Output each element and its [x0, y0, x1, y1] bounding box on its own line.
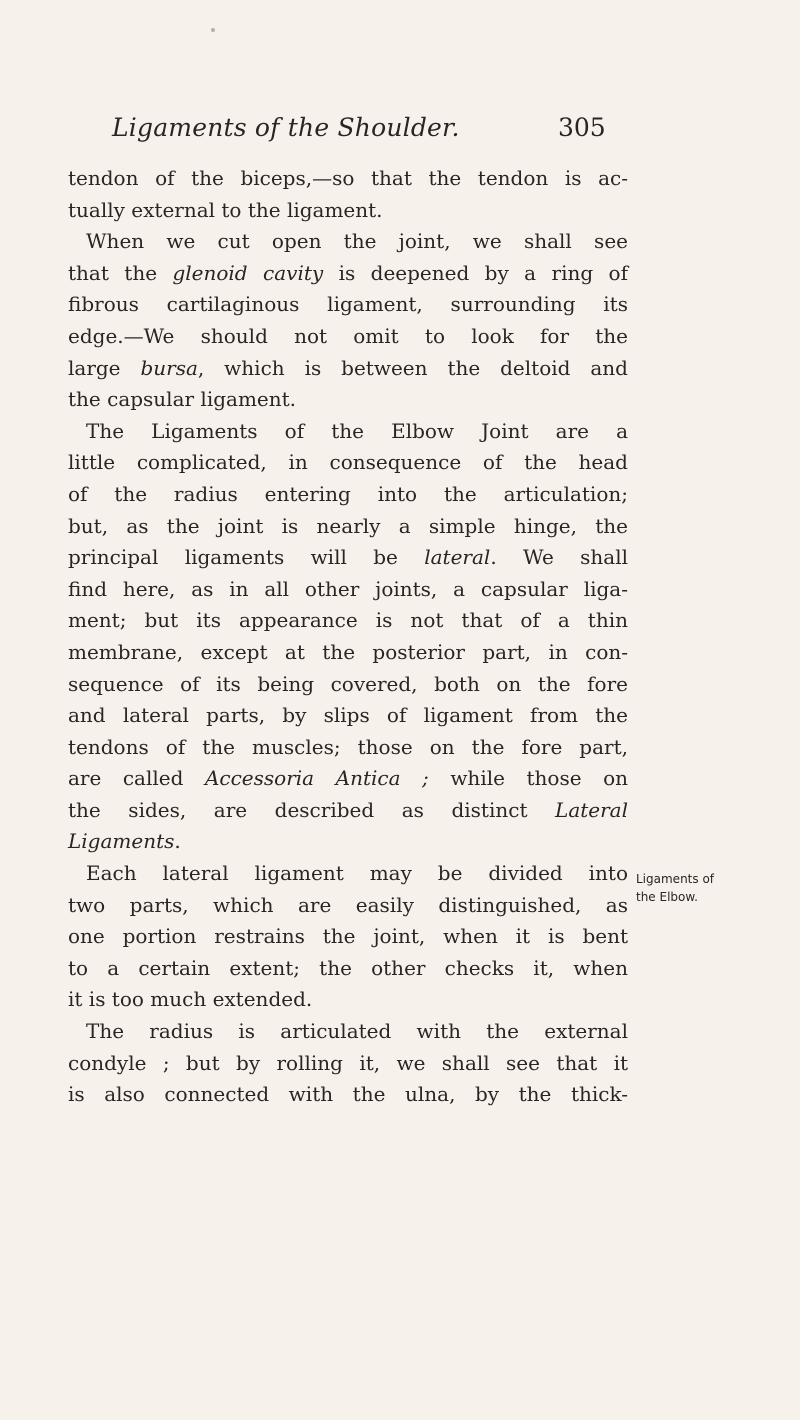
text-line: but, as the joint is nearly a simple hinge, the	[68, 513, 628, 538]
text-line: and lateral parts, by slips of ligament from the	[68, 703, 628, 728]
text-line: fibrous cartilaginous ligament, surrounding its	[68, 292, 628, 317]
text-line: large bursa, which is between the deltoid and	[68, 355, 628, 380]
running-title: Ligaments of the Shoulder.	[112, 113, 460, 142]
italic-term: Accessoria Antica ;	[204, 766, 429, 791]
text-line: edge.—We should not omit to look for the	[68, 323, 628, 348]
text-line: the capsular ligament.	[68, 387, 297, 412]
text-line: find here, as in all other joints, a capsular liga-	[68, 576, 628, 601]
margin-note-line: Ligaments of	[636, 872, 715, 886]
text-line: Each lateral ligament may be divided into	[86, 861, 628, 886]
text-line: are called Accessoria Antica ; while those on	[68, 766, 628, 791]
italic-term: Ligaments	[68, 829, 175, 854]
italic-term: lateral	[424, 545, 491, 570]
text-line: The Ligaments of the Elbow Joint are a	[86, 418, 628, 443]
text-line: tually external to the ligament.	[68, 197, 383, 222]
text-line: When we cut open the joint, we shall see	[86, 229, 628, 254]
text-line: condyle ; but by rolling it, we shall see that it	[68, 1050, 628, 1075]
text-line: two parts, which are easily distinguished, as	[68, 892, 628, 917]
text-line: is also connected with the ulna, by the thick-	[68, 1082, 628, 1107]
margin-note	[636, 870, 714, 906]
text-line: sequence of its being covered, both on the fore	[68, 671, 628, 696]
paper-speck	[211, 28, 215, 32]
text-line: ment; but its appearance is not that of a thin	[68, 608, 628, 633]
text-line: of the radius entering into the articulation;	[68, 481, 628, 506]
text-line: principal ligaments will be lateral. We shall	[68, 545, 628, 570]
text-line: it is too much extended.	[68, 987, 313, 1012]
body-text	[68, 163, 628, 1111]
italic-term: glenoid cavity	[172, 260, 324, 285]
page-number: 305	[558, 113, 606, 142]
text-line: membrane, except at the posterior part, in con-	[68, 639, 628, 664]
text-line: tendons of the muscles; those on the fore part,	[68, 734, 628, 759]
margin-note-line: the Elbow.	[636, 890, 698, 904]
text-line: little complicated, in consequence of the head	[68, 450, 628, 475]
text-line: one portion restrains the joint, when it is bent	[68, 924, 628, 949]
italic-term: Lateral	[555, 797, 628, 822]
text-line: the sides, are described as distinct Lateral	[68, 797, 628, 822]
page-header	[0, 112, 800, 152]
italic-term: bursa	[140, 355, 198, 380]
text-line: tendon of the biceps,—so that the tendon is ac-	[68, 166, 628, 190]
text-line: The radius is articulated with the external	[86, 1019, 628, 1044]
text-line: Ligaments.	[68, 829, 181, 854]
text-line: to a certain extent; the other checks it, when	[68, 955, 628, 980]
text-line: that the glenoid cavity is deepened by a ring of	[68, 260, 628, 285]
